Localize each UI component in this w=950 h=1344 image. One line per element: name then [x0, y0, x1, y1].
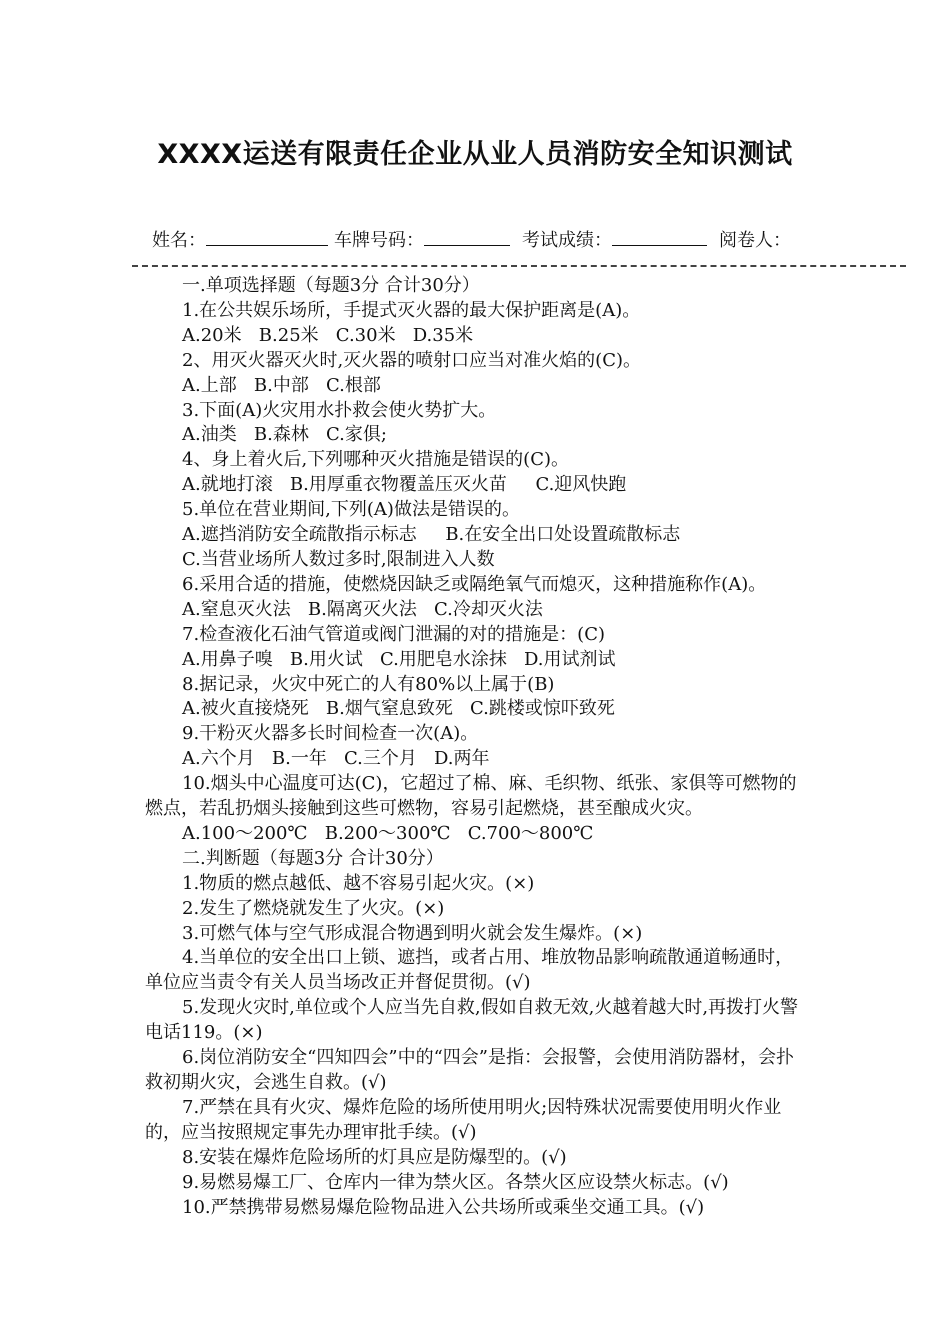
question-3-options: A.油类 B.森林 C.家俱; — [182, 424, 387, 446]
question-8: 8.据记录，火灾中死亡的人有80%以上属于(B) — [182, 673, 555, 695]
question-3: 3.下面(A)火灾用水扑救会使火势扩大。 — [182, 399, 497, 421]
question-1-options: A.20米 B.25米 C.30米 D.35米 — [182, 324, 474, 346]
question-5: 5.单位在营业期间,下列(A)做法是错误的。 — [182, 499, 520, 521]
question-10-options: A.100～200℃ B.200～300℃ C.700～800℃ — [182, 822, 594, 844]
document-title: XXXX运送有限责任企业从业人员消防安全知识测试 — [157, 139, 793, 170]
judgement-10: 10.严禁携带易燃易爆危险物品进入公共场所或乘坐交通工具。(√) — [182, 1196, 705, 1218]
exam-info-row — [152, 226, 912, 252]
judgement-9: 9.易燃易爆工厂、仓库内一律为禁火区。各禁火区应设禁火标志。(√) — [182, 1171, 729, 1193]
question-2: 2、用灭火器灭火时,灭火器的喷射口应当对准火焰的(C)。 — [182, 349, 641, 371]
judgement-2: 2.发生了燃烧就发生了火灾。(×) — [182, 897, 445, 919]
score-label: 考试成绩： — [522, 230, 612, 251]
question-7: 7.检查液化石油气管道或阀门泄漏的对的措施是：(C) — [182, 623, 605, 645]
plate-label: 车牌号码： — [334, 230, 424, 251]
exam-body — [145, 274, 805, 1220]
question-7-options: A.用鼻子嗅 B.用火试 C.用肥皂水涂抹 D.用试剂试 — [182, 648, 616, 670]
question-6-options: A.窒息灭火法 B.隔离灭火法 C.冷却灭火法 — [182, 598, 543, 620]
judgement-4: 4.当单位的安全出口上锁、遮挡，或者占用、堆放物品影响疏散通道畅通时，单位应当责令有关人员当场改正并督促贯彻。(√) — [145, 947, 794, 994]
name-blank[interactable] — [206, 227, 328, 246]
judgement-8: 8.安装在爆炸危险场所的灯具应是防爆型的。(√) — [182, 1146, 567, 1168]
question-9: 9.干粉灭火器多长时间检查一次(A)。 — [182, 723, 479, 745]
question-8-options: A.被火直接烧死 B.烟气窒息致死 C.跳楼或惊吓致死 — [182, 698, 615, 720]
judgement-6: 6.岗位消防安全“四知四会”中的“四会”是指：会报警，会使用消防器材，会扑救初期火灾，会逃生自救。(√) — [145, 1047, 794, 1093]
dashed-divider — [132, 265, 906, 267]
question-1: 1.在公共娱乐场所，手提式灭火器的最大保护距离是(A)。 — [182, 299, 641, 321]
question-4: 4、身上着火后,下列哪种灭火措施是错误的(C)。 — [182, 449, 569, 471]
section2-heading: 二.判断题（每题3分 合计30分） — [182, 847, 444, 869]
judgement-3: 3.可燃气体与空气形成混合物遇到明火就会发生爆炸。(×) — [182, 922, 643, 944]
plate-blank[interactable] — [424, 227, 510, 246]
question-6: 6.采用合适的措施，使燃烧因缺乏或隔绝氧气而熄灭，这种措施称作(A)。 — [182, 573, 767, 595]
judgement-5: 5.发现火灾时,单位或个人应当先自救,假如自救无效,火越着越大时,再拨打火警电话119。(×) — [145, 997, 799, 1044]
reviewer-label: 阅卷人： — [719, 230, 791, 251]
judgement-7: 7.严禁在具有火灾、爆炸危险的场所使用明火;因特殊状况需要使用明火作业的，应当按照规定事先办理审批手续。(√) — [145, 1096, 782, 1143]
question-10: 10.烟头中心温度可达(C)，它超过了棉、麻、毛织物、纸张、家俱等可燃物的燃点，若乱扔烟头接触到这些可燃物，容易引起燃烧，甚至酿成火灾。 — [145, 773, 797, 820]
name-label: 姓名： — [152, 230, 206, 251]
question-5-options-c: C.当营业场所人数过多时,限制进入人数 — [182, 548, 495, 570]
judgement-1: 1.物质的燃点越低、越不容易引起火灾。(×) — [182, 872, 535, 894]
question-2-options: A.上部 B.中部 C.根部 — [182, 374, 381, 396]
question-5-options-a-b: A.遮挡消防安全疏散指示标志 B.在安全出口处设置疏散标志 — [182, 524, 681, 546]
question-9-options: A.六个月 B.一年 C.三个月 D.两年 — [182, 748, 490, 770]
question-4-options: A.就地打滚 B.用厚重衣物覆盖压灭火苗 C.迎风快跑 — [182, 474, 627, 496]
section1-heading: 一.单项选择题（每题3分 合计30分） — [182, 275, 480, 296]
score-blank[interactable] — [612, 227, 707, 246]
